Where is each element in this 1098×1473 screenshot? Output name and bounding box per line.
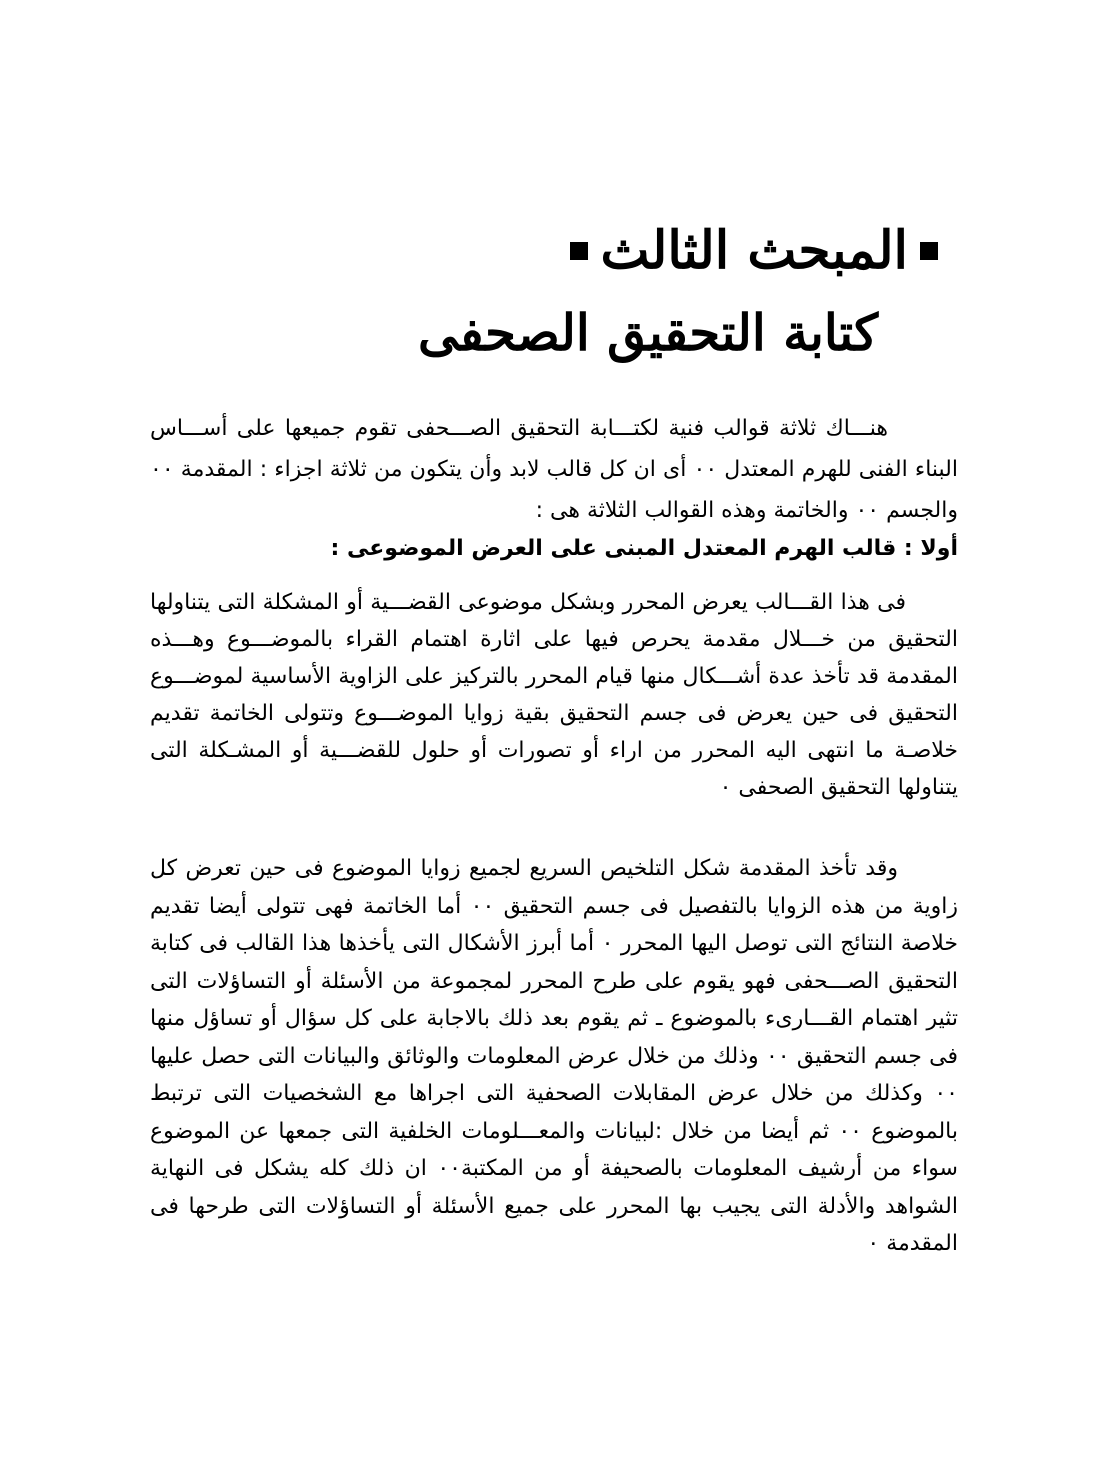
square-bullet-icon: [920, 242, 938, 260]
heading-subtitle: كتابة التحقيق الصحفى: [418, 303, 878, 362]
square-bullet-icon: [570, 242, 588, 260]
section-title: أولا : قالب الهرم المعتدل المبنى على العرض الموضوعى :: [330, 536, 958, 561]
intro-text: هنـــاك ثلاثة قوالب فنية لكتـــابة التحقيق الصـــحفى تقوم جميعها على أســـاس البناء الفنى للهرم المعتدل ٠٠ أى ان كل قالب لابد وأن يتكون من ثلاثة اجزاء : المقدمة ٠٠ والجسم ٠٠ والخاتمة وهذه القوالب الثلاثة هى :: [150, 416, 958, 523]
heading-title: المبحث الثالث: [600, 220, 908, 281]
chapter-heading: [418, 210, 938, 374]
paragraph-1-text: فى هذا القـــالب يعرض المحرر وبشكل موضوعى القضـــية أو المشكلة التى يتناولها التحقيق من خـــلال مقدمة يحرص فيها على اثارة اهتمام القراء بالموضـــوع وهـــذه المقدمة قد تأخذ عدة أشـــكال منها قيام المحرر بالتركيز على الزاوية الأساسية لموضـــوع التحقيق فى حين يعرض فى جسم التحقيق بقية زوايا الموضـــوع وتتولى الخاتمة تقديم خلاصـة ما انتهى اليه المحرر من اراء أو تصورات أو حلول للقضـــية أو المشـكلة التى يتناولها التحقيق الصحفى ٠: [150, 590, 958, 800]
heading-line-1: [418, 210, 938, 292]
body-paragraph-2: [150, 850, 958, 1263]
paragraph-2-text: وقد تأخذ المقدمة شكل التلخيص السريع لجميع زوايا الموضوع فى حين تعرض كل زاوية من هذه الزوايا بالتفصيل فى جسم التحقيق ٠٠ أما الخاتمة فهى تتولى أيضا تقديم خلاصة النتائج التى توصل اليها المحرر ٠ أما أبرز الأشكال التى يأخذها هذا القالب فى كتابة التحقيق الصـــحفى فهو يقوم على طرح المحرر لمجموعة من الأسئلة أو التساؤلات التى تثير اهتمام القـــارىء بالموضوع ـ ثم يقوم بعد ذلك بالاجابة على كل سؤال أو تساؤل منها فى جسم التحقيق ٠٠ وذلك من خلال عرض المعلومات والوثائق والبيانات التى حصل عليها ٠٠ وكذلك من خلال عرض المقابلات الصحفية التى اجراها مع الشخصيات التى ترتبط بالموضوع ٠٠ ثم أيضا من خلال :لبيانات والمعـــلومات الخلفية التى جمعها عن الموضوع سواء من أرشيف المعلومات بالصحيفة أو من المكتبة٠٠ ان ذلك كله يشكل فى النهاية الشواهد والأدلة التى يجيب بها المحرر على جميع الأسئلة أو التساؤلات التى طرحها فى المقدمة ٠: [150, 856, 959, 1256]
heading-line-2: [418, 292, 878, 374]
intro-paragraph: [150, 408, 958, 531]
body-paragraph-1: [150, 584, 958, 806]
